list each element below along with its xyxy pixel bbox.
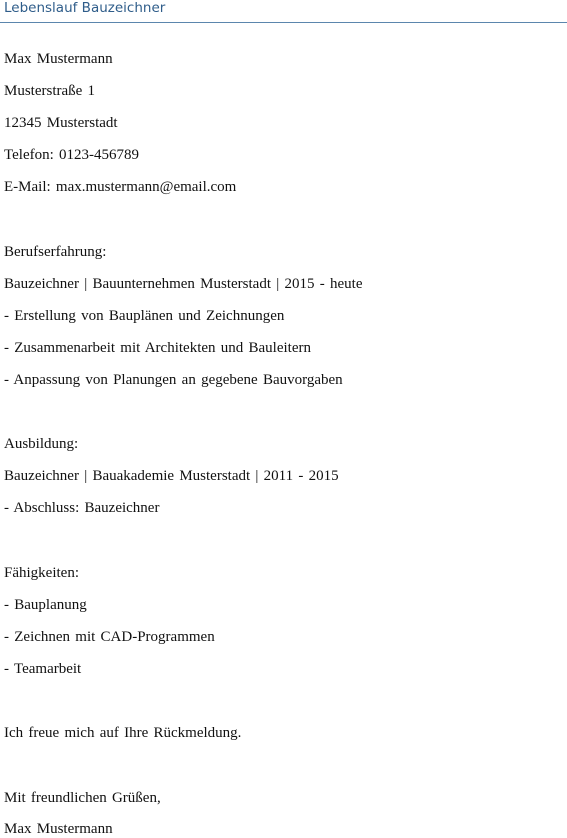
skills-item: - Teamarbeit (4, 661, 82, 677)
contact-phone: Telefon: 0123-456789 (4, 147, 140, 163)
education-entry: Bauzeichner | Bauakademie Musterstadt | 2011 - 2015 (4, 468, 339, 484)
contact-street: Musterstraße 1 (4, 83, 96, 99)
document-title: Lebenslauf Bauzeichner (4, 0, 166, 16)
closing-greeting: Mit freundlichen Grüßen, (4, 790, 161, 806)
experience-heading: Berufserfahrung: (4, 244, 107, 260)
education-item: - Abschluss: Bauzeichner (4, 500, 160, 516)
contact-city: 12345 Musterstadt (4, 115, 118, 131)
experience-item: - Zusammenarbeit mit Architekten und Bauleitern (4, 340, 311, 356)
skills-item: - Bauplanung (4, 597, 87, 613)
experience-item: - Erstellung von Bauplänen und Zeichnungen (4, 308, 285, 324)
experience-item: - Anpassung von Planungen an gegebene Bauvorgaben (4, 372, 343, 388)
contact-name: Max Mustermann (4, 51, 113, 67)
document-header (0, 0, 567, 23)
education-heading: Ausbildung: (4, 436, 79, 452)
skills-item: - Zeichnen mit CAD-Programmen (4, 629, 215, 645)
contact-email: E-Mail: max.mustermann@email.com (4, 179, 237, 195)
skills-heading: Fähigkeiten: (4, 565, 79, 581)
signature-name: Max Mustermann (4, 821, 113, 837)
closing-statement: Ich freue mich auf Ihre Rückmeldung. (4, 725, 242, 741)
experience-position: Bauzeichner | Bauunternehmen Musterstadt | 2015 - heute (4, 276, 363, 292)
